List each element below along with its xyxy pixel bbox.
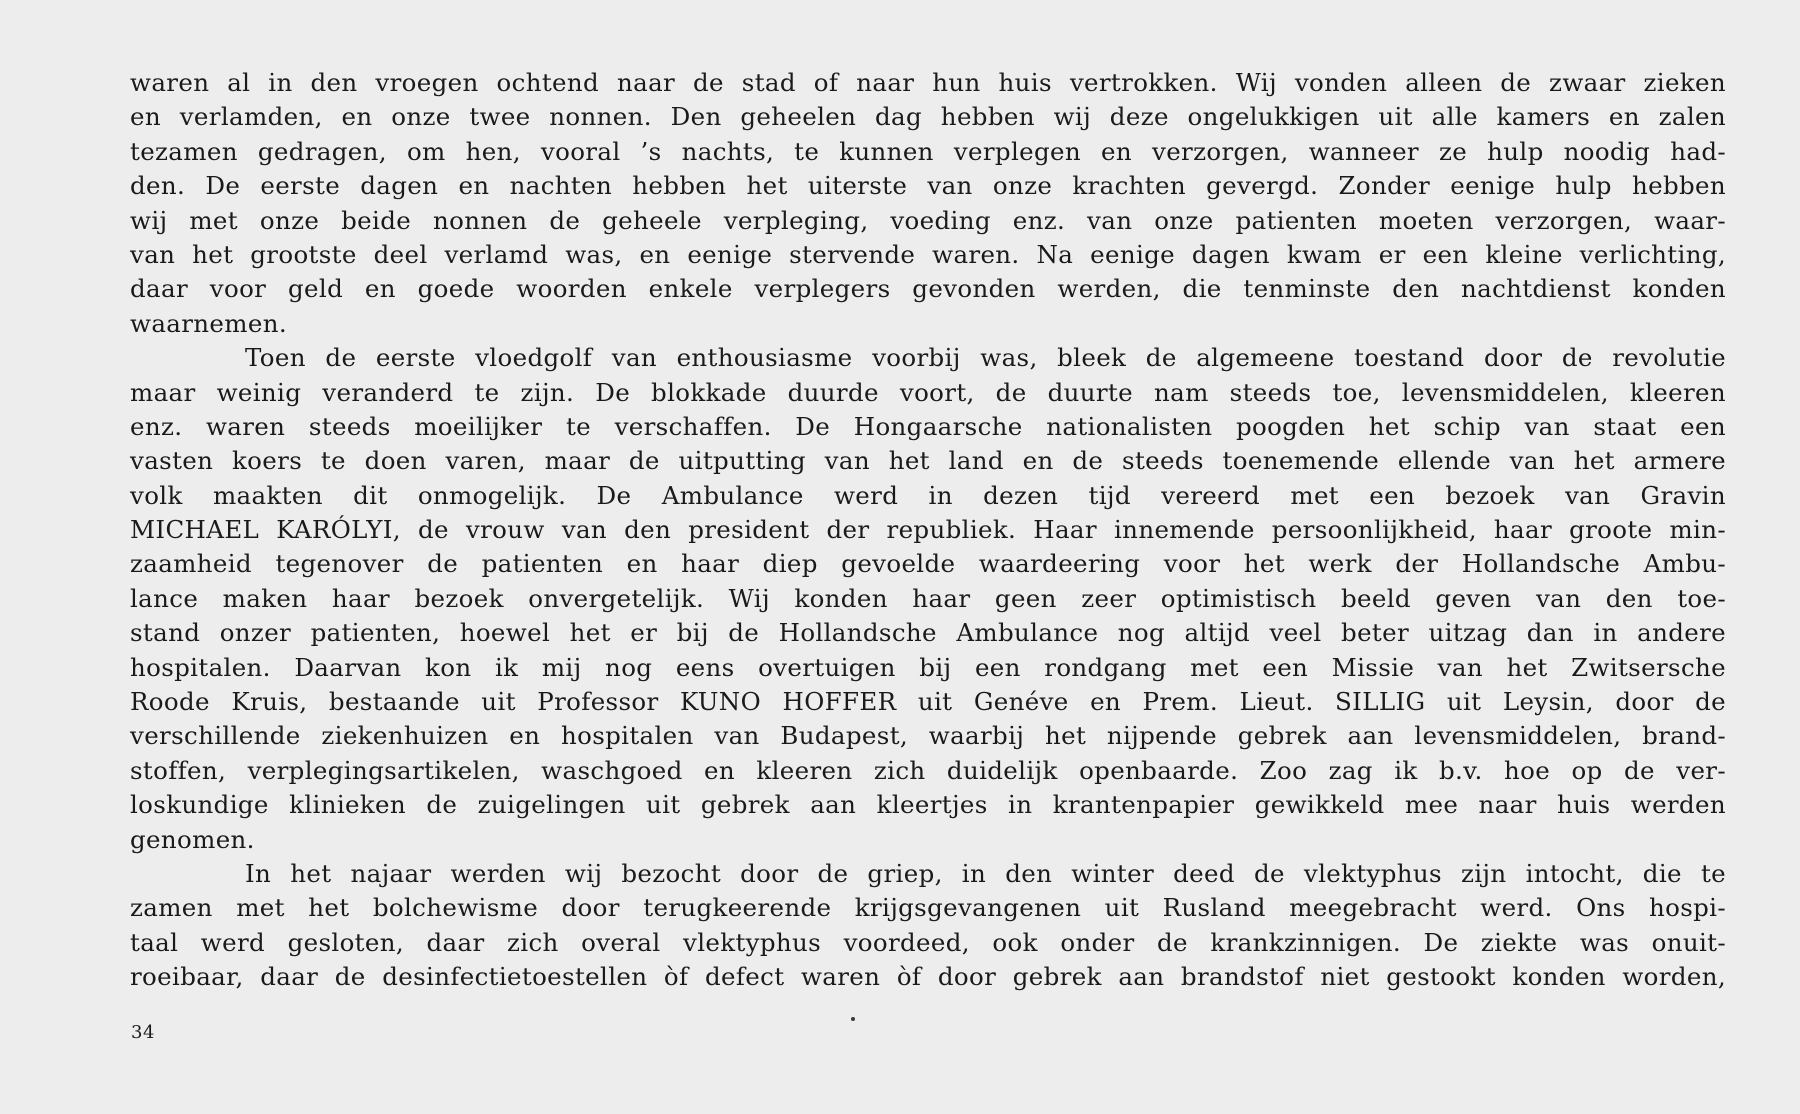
text-line: lance maken haar bezoek onvergetelijk. Wij konden haar geen zeer optimistisch beeld geven van den toe- (130, 583, 1726, 613)
text-line: genomen. (130, 824, 255, 854)
text-line: maar weinig veranderd te zijn. De blokkade duurde voort, de duurte nam steeds toe, levensmiddelen, kleeren (130, 377, 1726, 407)
paragraph-1 (130, 66, 1726, 341)
text-line: MICHAEL KARÓLYI, de vrouw van den president der republiek. Haar innemende persoonlijkheid, haar groote min- (130, 515, 1726, 545)
text-line: vasten koers te doen varen, maar de uitputting van het land en de steeds toenemende ellende van het armere (130, 446, 1726, 476)
text-line: daar voor geld en goede woorden enkele verplegers gevonden werden, die tenminste den nachtdienst konden (130, 274, 1726, 304)
text-line: roeibaar, daar de desinfectietoestellen òf defect waren òf door gebrek aan brandstof niet gestookt konden worden, (130, 962, 1726, 992)
text-line: enz. waren steeds moeilijker te verschaffen. De Hongaarsche nationalisten poogden het schip van staat een (130, 411, 1726, 441)
text-line: wij met onze beide nonnen de geheele verpleging, voeding enz. van onze patienten moeten verzorgen, waar- (130, 205, 1726, 235)
text-line: hospitalen. Daarvan kon ik mij nog eens overtuigen bij een rondgang met een Missie van het Zwitsersche (130, 652, 1726, 682)
text-line: verschillende ziekenhuizen en hospitalen van Budapest, waarbij het nijpende gebrek aan levensmiddelen, brand- (130, 721, 1726, 751)
text-line: volk maakten dit onmogelijk. De Ambulance werd in dezen tijd vereerd met een bezoek van Gravin (130, 480, 1726, 510)
paragraph-2 (130, 341, 1726, 857)
body-text (130, 66, 1726, 995)
text-line: zamen met het bolchewisme door terugkeerende krijgsgevangenen uit Rusland meegebracht werd. Ons hospi- (130, 893, 1726, 923)
ink-speck (851, 1017, 855, 1021)
text-line: waarnemen. (130, 308, 287, 338)
text-line: stoffen, verplegingsartikelen, waschgoed en kleeren zich duidelijk openbaarde. Zoo zag ik b.v. hoe op de ver- (130, 755, 1726, 785)
text-line: Toen de eerste vloedgolf van enthousiasme voorbij was, bleek de algemeene toestand door de revolutie (245, 343, 1726, 373)
page-number: 34 (131, 1022, 155, 1043)
text-line: waren al in den vroegen ochtend naar de stad of naar hun huis vertrokken. Wij vonden alleen de zwaar zieken (130, 68, 1726, 97)
text-line: tezamen gedragen, om hen, vooral ’s nachts, te kunnen verplegen en verzorgen, wanneer ze hulp noodig had- (130, 136, 1726, 166)
paragraph-3 (130, 857, 1726, 995)
text-line: en verlamden, en onze twee nonnen. Den geheelen dag hebben wij deze ongelukkigen uit alle kamers en zalen (130, 102, 1726, 132)
text-line: stand onzer patienten, hoewel het er bij de Hollandsche Ambulance nog altijd veel beter uitzag dan in andere (130, 618, 1726, 648)
text-line: van het grootste deel verlamd was, en eenige stervende waren. Na eenige dagen kwam er een kleine verlichting, (130, 239, 1726, 269)
text-line: zaamheid tegenover de patienten en haar diep gevoelde waardeering voor het werk der Hollandsche Ambu- (130, 549, 1726, 579)
text-line: taal werd gesloten, daar zich overal vlektyphus voordeed, ook onder de krankzinnigen. De ziekte was onuit- (130, 927, 1726, 957)
text-line: den. De eerste dagen en nachten hebben het uiterste van onze krachten gevergd. Zonder eenige hulp hebben (130, 171, 1726, 201)
text-line: In het najaar werden wij bezocht door de griep, in den winter deed de vlektyphus zijn intocht, die te (245, 858, 1726, 888)
text-line: Roode Kruis, bestaande uit Professor KUNO HOFFER uit Genéve en Prem. Lieut. SILLIG uit Leysin, door de (130, 687, 1726, 717)
text-line: loskundige klinieken de zuigelingen uit gebrek aan kleertjes in krantenpapier gewikkeld mee naar huis werden (130, 790, 1726, 820)
